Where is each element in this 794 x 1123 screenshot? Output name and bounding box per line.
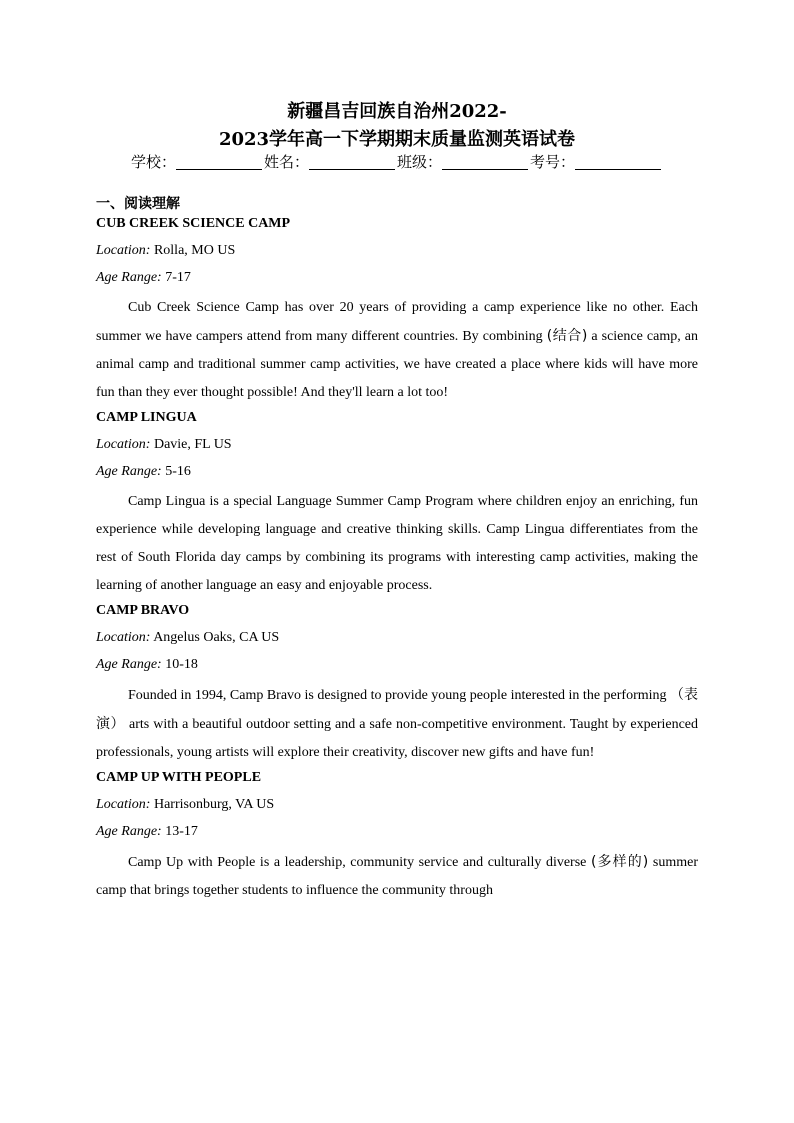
camp-description (96, 488, 698, 600)
description-text: Founded in 1994, Camp Bravo is designed to provide young people interested in the performing (128, 688, 671, 703)
camp-entry (96, 767, 698, 905)
camp-location (96, 434, 698, 456)
camp-name: CAMP LINGUA (96, 410, 197, 425)
name-blank[interactable] (309, 155, 395, 170)
description-text-cont: a science camp, an animal camp and traditional summer camp activities, we have created a place where kids will have more fun than they ever thought possible! And they'll learn a lot too! (96, 329, 698, 400)
class-blank[interactable] (442, 155, 528, 170)
camp-name: CUB CREEK SCIENCE CAMP (96, 216, 291, 231)
location-value: Davie, FL US (153, 437, 232, 452)
camp-entry (96, 600, 698, 767)
exam-title-line1: 新疆昌吉回族自治州2022- (287, 101, 507, 122)
school-blank[interactable] (176, 155, 262, 170)
description-text: Camp Lingua is a special Language Summer Camp Program where children enjoy an enriching, fun experience while developing language and creative thinking skills. Camp Lingua differentiates from the rest of South Florida day camps by combining its programs with interesting camp activities, making the learning of another language an easy and enjoyable process. (96, 494, 698, 593)
camp-location (96, 240, 698, 262)
camp-list (96, 213, 698, 905)
class-label: 班级： (397, 153, 443, 171)
chinese-gloss: (结合) (546, 328, 588, 344)
location-value: Angelus Oaks, CA US (153, 630, 280, 645)
description-text: Camp Up with People is a leadership, community service and culturally diverse (128, 855, 591, 870)
camp-age-range (96, 821, 698, 843)
age-range-value: 10-18 (165, 657, 198, 672)
camp-age-range (96, 461, 698, 483)
camp-age-range (96, 267, 698, 289)
age-range-value: 5-16 (165, 464, 191, 479)
school-label: 学校： (130, 153, 176, 171)
age-range-label: Age Range: (96, 464, 162, 479)
location-label: Location: (96, 797, 151, 812)
age-range-label: Age Range: (96, 270, 162, 285)
location-label: Location: (96, 437, 151, 452)
age-range-value: 7-17 (165, 270, 191, 285)
camp-location (96, 794, 698, 816)
camp-name: CAMP BRAVO (96, 603, 190, 618)
description-text-cont: arts with a beautiful outdoor setting and a safe non-competitive environment. Taught by experienced professionals, young artists will explore their creativity, discover new gifts and have fun! (96, 717, 699, 760)
chinese-gloss: （表演） (96, 687, 699, 732)
camp-description (96, 848, 698, 905)
camp-location (96, 627, 698, 649)
student-info-line (0, 151, 794, 172)
camp-entry (96, 213, 698, 407)
camp-name: CAMP UP WITH PEOPLE (96, 770, 262, 785)
exam-number-label: 考号： (530, 153, 576, 171)
camp-age-range (96, 654, 698, 676)
chinese-gloss: (多样的) (590, 854, 649, 870)
age-range-label: Age Range: (96, 824, 162, 839)
age-range-value: 13-17 (165, 824, 198, 839)
age-range-label: Age Range: (96, 657, 162, 672)
name-label: 姓名： (263, 153, 309, 171)
exam-number-blank[interactable] (575, 155, 661, 170)
description-text: Cub Creek Science Camp has over 20 years of providing a camp experience like no other. Each summer we have campers attend from many different countries. By combining (96, 300, 698, 344)
location-label: Location: (96, 630, 151, 645)
description-text-cont: summer camp that brings together students to influence the community through (96, 855, 698, 898)
camp-entry (96, 407, 698, 600)
camp-description (96, 681, 698, 767)
location-value: Harrisonburg, VA US (153, 797, 275, 812)
camp-description (96, 294, 698, 407)
location-value: Rolla, MO US (153, 243, 236, 258)
location-label: Location: (96, 243, 151, 258)
section-title: 一、阅读理解 (96, 196, 180, 212)
exam-title-line2: 2023学年高一下学期期末质量监测英语试卷 (218, 129, 576, 150)
